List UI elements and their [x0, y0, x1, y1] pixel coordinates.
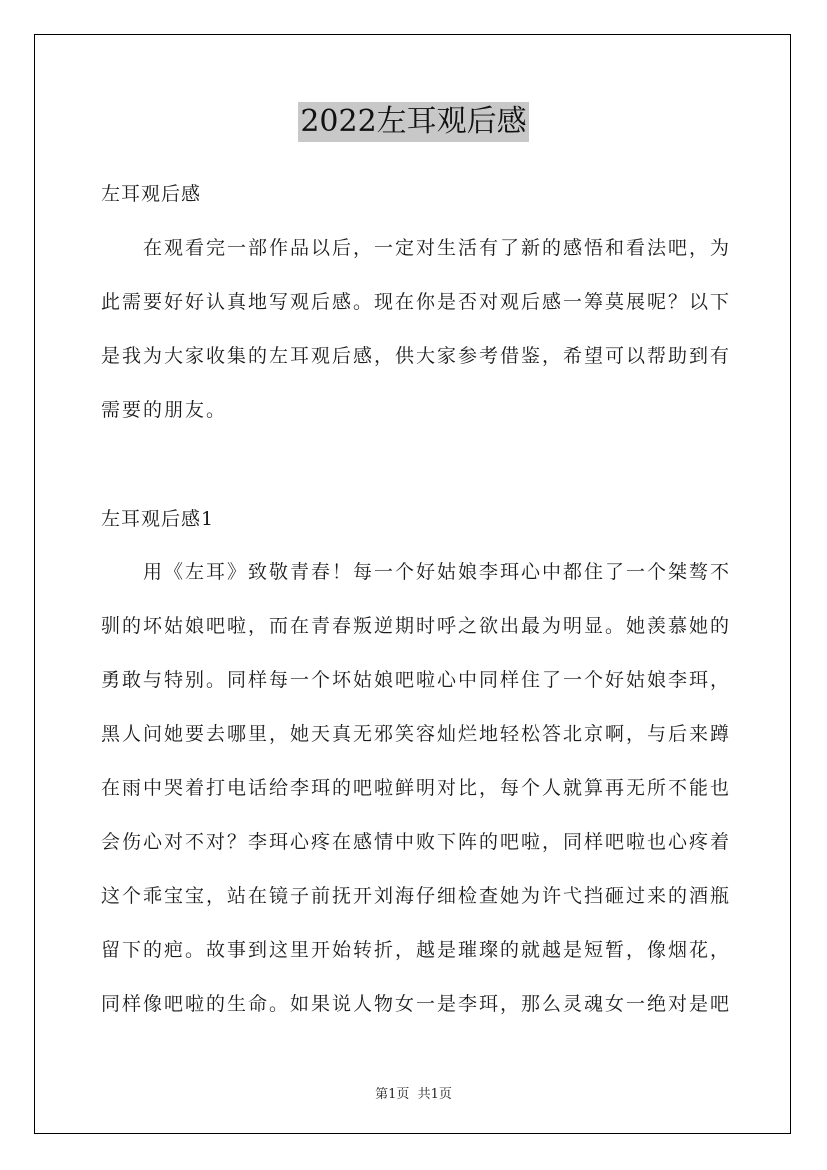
intro-paragraph — [101, 221, 732, 437]
section1-heading-block — [101, 504, 726, 534]
document-title: 2022左耳观后感 — [298, 102, 528, 142]
title-wrap — [0, 102, 827, 142]
paragraph-line: 此需要好好认真地写观后感。现在你是否对观后感一筹莫展呢？以下 — [101, 291, 732, 313]
section-heading: 左耳观后感1 — [101, 508, 215, 530]
paragraph-line: 驯的坏姑娘吧啦，而在青春叛逆期时呼之欲出最为明显。她羡慕她的 — [101, 615, 732, 637]
paragraph-line: 是我为大家收集的左耳观后感，供大家参考借鉴，希望可以帮助到有 — [101, 345, 732, 367]
paragraph-line: 留下的疤。故事到这里开始转折，越是璀璨的就越是短暂，像烟花， — [101, 939, 732, 961]
paragraph-line: 黑人问她要去哪里，她天真无邪笑容灿烂地轻松答北京啊，与后来蹲 — [101, 723, 732, 745]
intro-heading: 左耳观后感 — [101, 183, 202, 205]
paragraph-line: 需要的朋友。 — [101, 399, 228, 421]
paragraph-line: 在观看完一部作品以后，一定对生活有了新的感悟和看法吧，为 — [143, 237, 732, 259]
paragraph-line: 勇敢与特别。同样每一个坏姑娘吧啦心中同样住了一个好姑娘李珥， — [101, 669, 732, 691]
paragraph-line: 这个乖宝宝，站在镜子前抚开刘海仔细检查她为许弋挡砸过来的酒瓶 — [101, 885, 732, 907]
paragraph-line: 同样像吧啦的生命。如果说人物女一是李珥，那么灵魂女一绝对是吧 — [101, 993, 732, 1015]
paragraph-line: 在雨中哭着打电话给李珥的吧啦鲜明对比，每个人就算再无所不能也 — [101, 777, 732, 799]
page-footer — [0, 1083, 827, 1102]
page-number: 第1页 共1页 — [375, 1087, 452, 1102]
paragraph-line: 会伤心对不对？李珥心疼在感情中败下阵的吧啦，同样吧啦也心疼着 — [101, 831, 732, 853]
paragraph-line: 用《左耳》致敬青春！每一个好姑娘李珥心中都住了一个桀骜不 — [143, 561, 732, 583]
intro-heading-block — [101, 179, 726, 209]
section1-paragraph — [101, 545, 732, 1031]
